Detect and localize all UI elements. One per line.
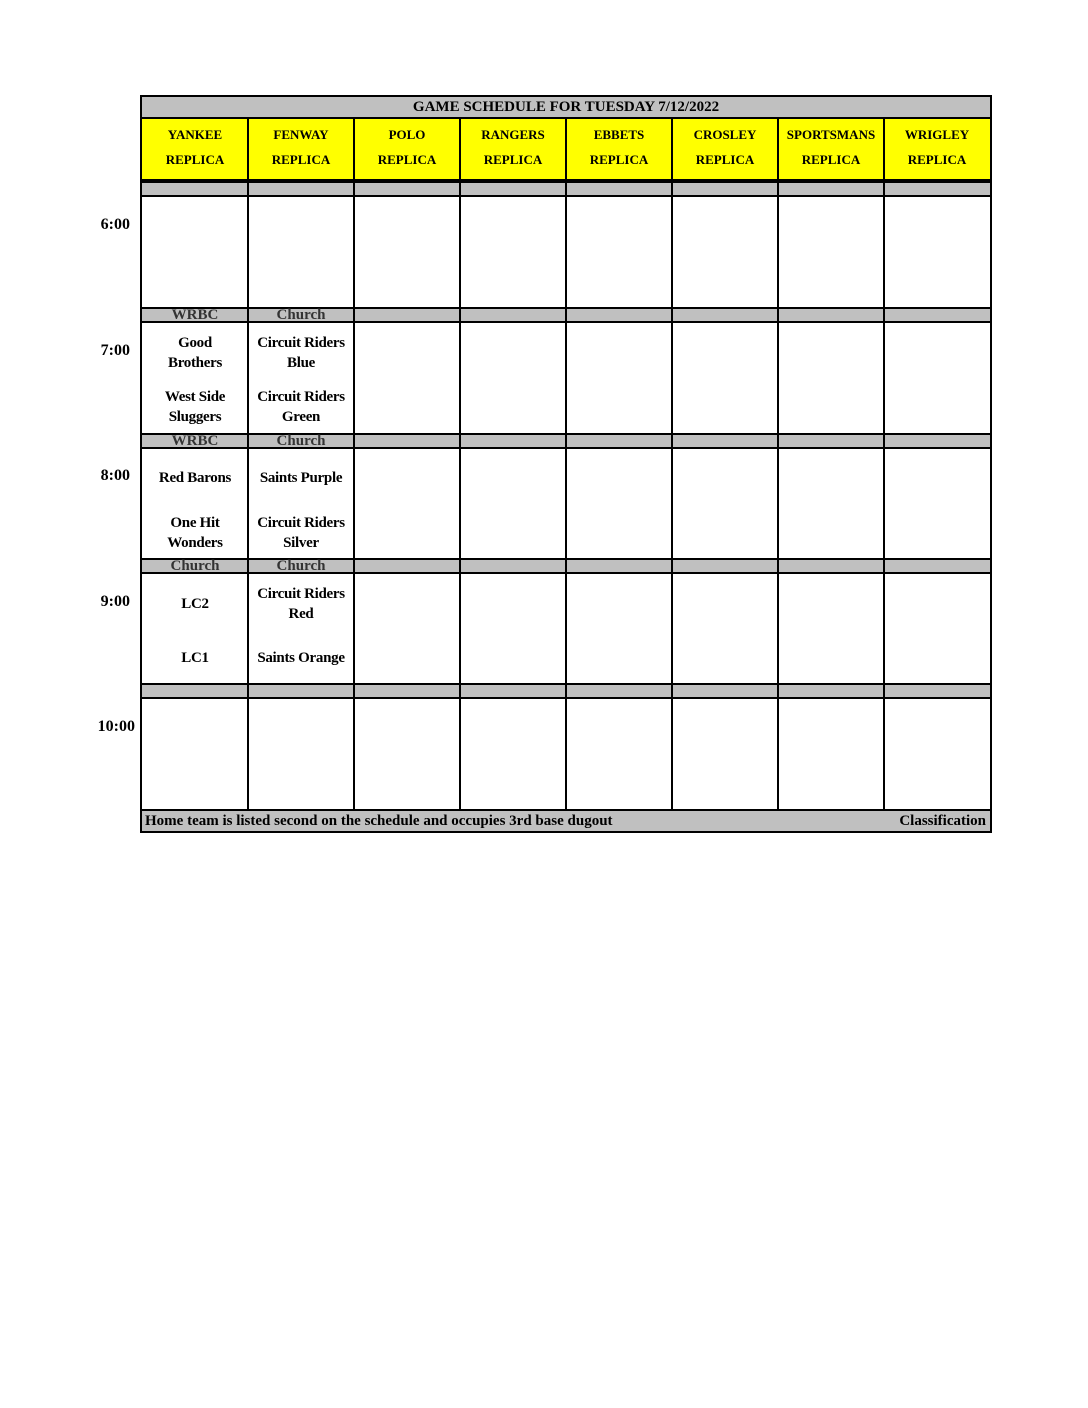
team-fenway-800-home: Circuit Riders Silver [257, 515, 345, 551]
grid-line [459, 119, 461, 809]
field-subtitle: REPLICA [165, 152, 225, 167]
field-name: SPORTSMANS [786, 127, 876, 142]
grid-line [671, 119, 673, 809]
band-label-fenway: Church [276, 558, 326, 574]
field-name: POLO [388, 127, 426, 142]
field-name: EBBETS [593, 127, 645, 142]
grid-line [247, 119, 249, 809]
band-label-yankee: WRBC [171, 307, 219, 323]
band-label-fenway: Church [276, 433, 326, 449]
team-fenway-800-away: Saints Purple [259, 470, 343, 486]
band-label-fenway: Church [276, 307, 326, 323]
schedule-title: GAME SCHEDULE FOR TUESDAY 7/12/2022 [142, 97, 990, 119]
field-header-rangers [460, 119, 566, 179]
grid-line [353, 119, 355, 809]
team-fenway-900-home: Saints Orange [257, 650, 345, 666]
schedule-footer [142, 809, 990, 831]
schedule-table [140, 95, 992, 833]
field-name: YANKEE [167, 127, 223, 142]
team-yankee-900-away: LC2 [181, 596, 209, 612]
field-name: CROSLEY [693, 127, 757, 142]
time-label-800: 8:00 [100, 467, 130, 484]
field-subtitle: REPLICA [907, 152, 967, 167]
home-team-note: Home team is listed second on the schedule and occupies 3rd base dugout [145, 813, 613, 829]
field-name: WRIGLEY [904, 127, 970, 142]
field-subtitle: REPLICA [483, 152, 543, 167]
grid-line [565, 119, 567, 809]
field-header-crosley [672, 119, 778, 179]
field-header-ebbets [566, 119, 672, 179]
field-header-polo [354, 119, 460, 179]
team-yankee-800-away: Red Barons [158, 470, 232, 486]
field-subtitle: REPLICA [801, 152, 861, 167]
field-subtitle: REPLICA [271, 152, 331, 167]
team-yankee-700-away: Good Brothers [168, 335, 222, 371]
band-label-yankee: WRBC [171, 433, 219, 449]
team-fenway-900-away: Circuit Riders Red [257, 586, 345, 622]
field-subtitle: REPLICA [589, 152, 649, 167]
field-header-fenway [248, 119, 354, 179]
time-label-700: 7:00 [100, 342, 130, 359]
team-fenway-700-away: Circuit Riders Blue [257, 335, 345, 371]
field-header-yankee [142, 119, 248, 179]
time-label-900: 9:00 [100, 593, 130, 610]
field-subtitle: REPLICA [377, 152, 437, 167]
field-subtitle: REPLICA [695, 152, 755, 167]
team-yankee-900-home: LC1 [181, 650, 209, 666]
field-name: FENWAY [273, 127, 329, 142]
grid-line [777, 119, 779, 809]
team-fenway-700-home: Circuit Riders Green [257, 389, 345, 425]
grid-line [883, 119, 885, 809]
team-yankee-800-home: One Hit Wonders [167, 515, 223, 551]
field-name: RANGERS [481, 127, 545, 142]
classification-label: Classification [899, 813, 986, 829]
field-header-sportsmans [778, 119, 884, 179]
field-header-wrigley [884, 119, 990, 179]
time-label-600: 6:00 [100, 216, 130, 233]
team-yankee-700-home: West Side Sluggers [164, 389, 226, 425]
band-label-yankee: Church [170, 558, 220, 574]
time-label-1000: 10:00 [97, 718, 135, 735]
